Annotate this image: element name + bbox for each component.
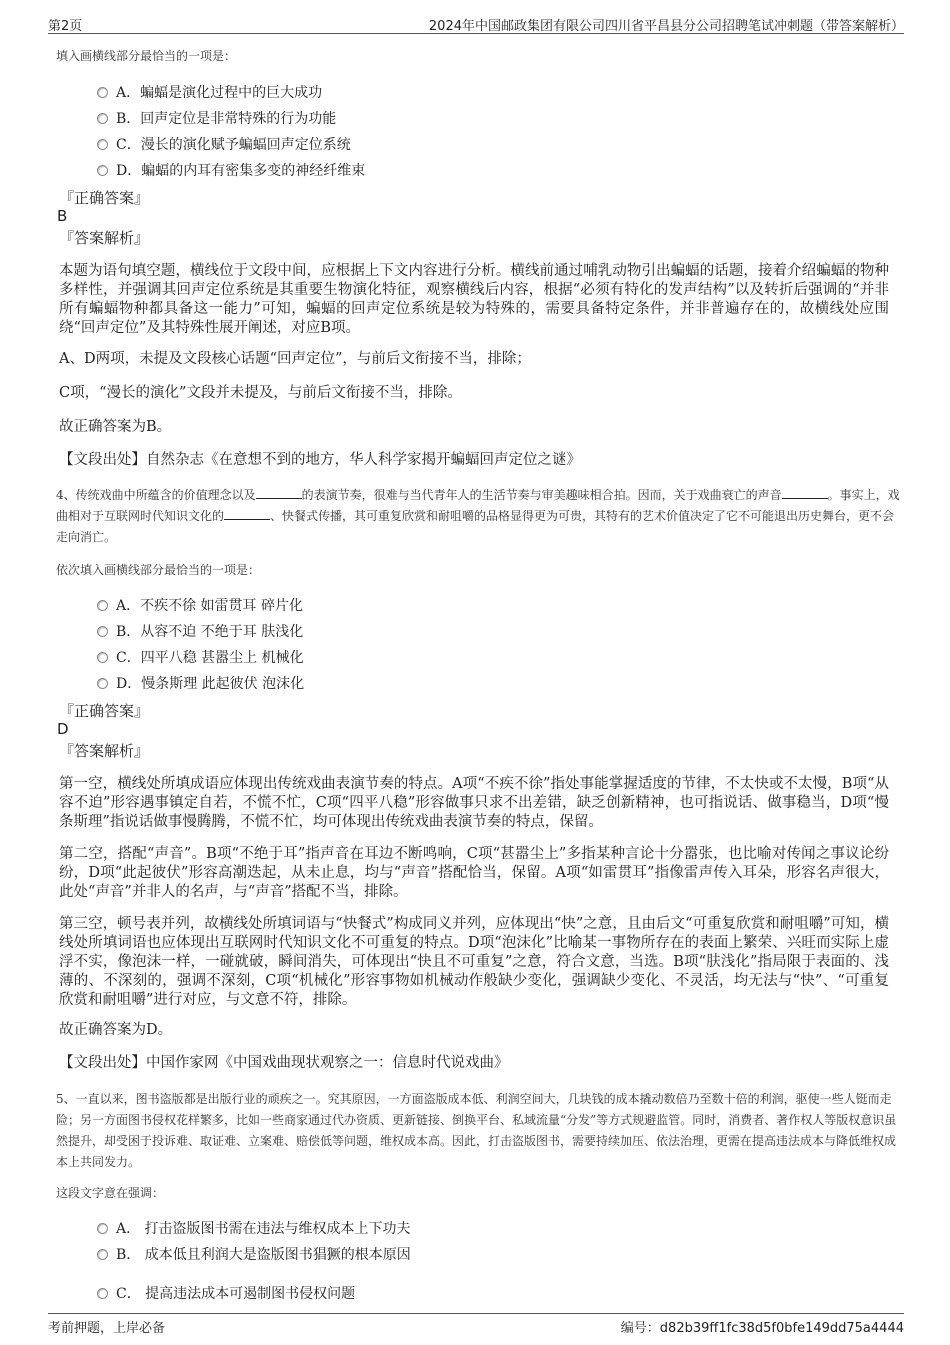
document-title: 2024年中国邮政集团有限公司四川省平昌县分公司招聘笔试冲刺题（带答案解析） (428, 19, 904, 34)
radio-icon[interactable] (97, 113, 108, 124)
q4-prompt: 依次填入画横线部分最恰当的一项是： (56, 563, 261, 577)
radio-icon[interactable] (97, 139, 108, 150)
q3-option-a[interactable]: A．蝙蝠是演化过程中的巨大成功 (97, 83, 322, 103)
q3-source: 【文段出处】自然杂志《在意想不到的地方，华人科学家揭开蝙蝠回声定位之谜》 (59, 452, 581, 468)
q4-answer-label: 『正确答案』 (59, 702, 150, 720)
q5-option-a[interactable]: A． 打击盗版图书需在违法与维权成本上下功夫 (97, 1219, 411, 1239)
q3-option-b[interactable]: B．回声定位是非常特殊的行为功能 (97, 109, 336, 129)
q4-conclusion: 故正确答案为D。 (59, 1022, 173, 1038)
q3-analysis-label: 『答案解析』 (59, 229, 150, 247)
radio-icon[interactable] (97, 87, 108, 98)
blank-line (256, 486, 302, 499)
page-header (48, 13, 904, 34)
q4-option-d[interactable]: D．慢条斯理 此起彼伏 泡沫化 (97, 674, 304, 694)
q5-prompt: 这段文字意在强调： (56, 1186, 165, 1200)
radio-icon[interactable] (97, 626, 108, 637)
radio-icon[interactable] (97, 652, 108, 663)
radio-icon[interactable] (97, 1288, 108, 1299)
q5-stem: 5、一直以来，图书盗版都是出版行业的顽疾之一。究其原因，一方面盗版成本低、利润空间大，几块钱的成本撬动数倍乃至数十倍的利润，驱使一些人铤而走险；另一方面图书侵权花样繁多，比如一些商家通过代办资质、更新链接、倒换平台、私域流量“分发”等方式规避监管。同时，消费者、著作权人等版权意识虽然提升，却受困于投诉难、取证难、立案难、赔偿低等问题，维权成本高。因此，打击盗版图书，需要持续加压、依法治理，更需在提高违法成本与降低维权成本上共同发力。 (56, 1092, 897, 1169)
page-footer (48, 1313, 904, 1334)
q3-conclusion: 故正确答案为B。 (59, 419, 172, 435)
q3-analysis-ad: A、D两项，未提及文段核心话题“回声定位”，与前后文衔接不当，排除； (59, 351, 531, 367)
q4-option-b[interactable]: B．从容不迫 不绝于耳 肤浅化 (97, 622, 303, 642)
q5-option-c[interactable]: C． 提高违法成本可遏制图书侵权问题 (97, 1284, 355, 1304)
footer-slogan: 考前押题，上岸必备 (48, 1321, 166, 1336)
q4-option-c[interactable]: C．四平八稳 甚嚣尘上 机械化 (97, 648, 304, 668)
radio-icon[interactable] (97, 165, 108, 176)
q4-stem: 4、传统戏曲中所蕴含的价值理念以及 的表演节奏，很难与当代青年人的生活节奏与审美趣味相合拍。因而，关于戏曲衰亡的声音 。事实上，戏曲相对于互联网时代知识文化的 、快餐式传播，其可重复欣赏和耐咀嚼的品格显得更为可贵，其特有的艺术价值决定了它不可能退出历史舞台，更不会走向消亡。 (56, 488, 900, 544)
q4-answer: D (57, 720, 69, 738)
radio-icon[interactable] (97, 678, 108, 689)
blank-line (224, 507, 270, 520)
radio-icon[interactable] (97, 1223, 108, 1234)
q3-answer: B (57, 207, 68, 225)
q3-option-d[interactable]: D．蝙蝠的内耳有密集多变的神经纤维束 (97, 161, 365, 181)
q4-analysis-blank1: 第一空，横线处所填成语应体现出传统戏曲表演节奏的特点。A项“不疾不徐”指处事能掌握适度的节律，不太快或不太慢，B项“从容不迫”形容遇事镇定自若，不慌不忙，C项“四平八稳”形容做事只求不出差错，缺乏创新精神，也可指说话、做事稳当，D项“慢条斯理”指说话做事慢腾腾，不慌不忙，均可体现出传统戏曲表演节奏的特点，保留。 (59, 776, 889, 830)
document-id: 编号：d82b39ff1fc38d5f0bfe149dd75a4444 (620, 1321, 904, 1336)
q3-prompt: 填入画横线部分最恰当的一项是： (56, 49, 237, 63)
q4-source: 【文段出处】中国作家网《中国戏曲现状观察之一：信息时代说戏曲》 (59, 1055, 509, 1071)
q4-analysis-blank3: 第三空，顿号表并列，故横线处所填词语与“快餐式”构成同义并列，应体现出“快”之意，且由后文“可重复欣赏和耐咀嚼”可知，横线处所填词语也应体现出互联网时代知识文化不可重复的特点。D项“泡沫化”比喻某一事物所存在的表面上繁荣、兴旺而实际上虚浮不实，像泡沫一样，一碰就破，瞬间消失，可体现出“快且不可重复”之意，符合文意，当选。B项“肤浅化”指局限于表面的、浅薄的、不深刻的，强调不深刻，C项“机械化”形容事物如机械动作般缺少变化，强调缺少变化、不灵活，均无法与“快”、“可重复欣赏和耐咀嚼”进行对应，与文意不符，排除。 (59, 916, 889, 1008)
q3-analysis-main: 本题为语句填空题，横线位于文段中间，应根据上下文内容进行分析。横线前通过哺乳动物引出蝙蝠的话题，接着介绍蝙蝠的物种多样性，并强调其回声定位系统是其重要生物演化特征，观察横线后内容，根据“必须有特化的发声结构”以及转折后强调的“并非所有蝙蝠物种都具备这一能力”可知，蝙蝠的回声定位系统是较为特殊的，需要具备特定条件，并非普遍存在的，故横线处应围绕“回声定位”及其特殊性展开阐述，对应B项。 (59, 263, 889, 336)
page-number: 第2页 (48, 19, 83, 34)
q3-analysis-c: C项，“漫长的演化”文段并未提及，与前后文衔接不当，排除。 (59, 385, 462, 401)
q4-analysis-label: 『答案解析』 (59, 742, 150, 760)
radio-icon[interactable] (97, 600, 108, 611)
blank-line (782, 486, 828, 499)
q5-option-b[interactable]: B． 成本低且利润大是盗版图书猖獗的根本原因 (97, 1245, 411, 1265)
q3-answer-label: 『正确答案』 (59, 189, 150, 207)
radio-icon[interactable] (97, 1249, 108, 1260)
q4-analysis-blank2: 第二空，搭配“声音”。B项“不绝于耳”指声音在耳边不断鸣响，C项“甚嚣尘上”多指某种言论十分嚣张，也比喻对传闻之事议论纷纷，D项“此起彼伏”形容高潮迭起，从未止息，均与“声音”搭配恰当，保留。A项“如雷贯耳”指像雷声传入耳朵，形容名声很大，此处“声音”并非人的名声，与“声音”搭配不当，排除。 (59, 846, 889, 900)
q4-option-a[interactable]: A．不疾不徐 如雷贯耳 碎片化 (97, 596, 303, 616)
q3-option-c[interactable]: C．漫长的演化赋予蝙蝠回声定位系统 (97, 135, 351, 155)
